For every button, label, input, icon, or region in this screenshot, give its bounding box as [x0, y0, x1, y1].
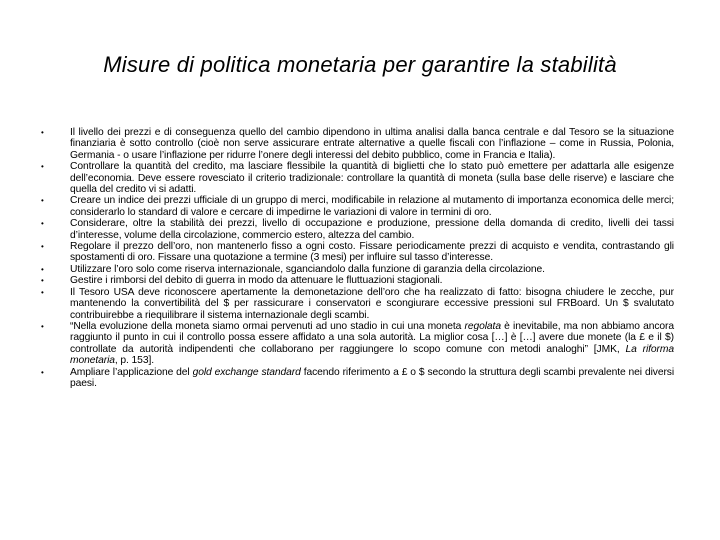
bullet-icon: • [41, 264, 44, 274]
item-text: “Nella evoluzione della moneta siamo ormai pervenuti ad uno stadio in cui una moneta regolata è inevitabile, ma non abbiamo ancora raggiunto il punto in cui il controllo possa essere affidato a una sola autorità. La miglior cosa […] è […] avere due monete (la £ e il $) controllate da autorità indipendenti che collaborano per raggiungere lo scopo comune con metodi analoghi” [JMK, La riforma monetaria, p. 153]. [70, 320, 674, 367]
list-item [40, 321, 674, 367]
list-item [40, 241, 674, 264]
slide-title: Misure di politica monetaria per garantire la stabilità [103, 52, 617, 77]
item-text: Gestire i rimborsi del debito di guerra in modo da attenuare le fluttuazioni stagionali. [70, 275, 443, 287]
bullet-icon: • [41, 242, 44, 252]
bullet-icon: • [41, 162, 44, 172]
list-item [40, 275, 674, 286]
italic-term: gold exchange standard [192, 366, 301, 378]
bullet-icon: • [41, 287, 44, 297]
bullet-icon: • [41, 128, 44, 137]
item-text: Il livello dei prezzi e di conseguenza quello del cambio dipendono in ultima analisi dalla banca centrale e dal Tesoro se la situazione finanziaria è sotto controllo (cioè non serve assicurare entrate alternative a quelle fiscali con l’inflazione – come in Russia, Polonia, Germania - o usare l’inflazione per ridurre l’onere degli interessi del debito pubblico, come in Francia e Italia). [70, 127, 674, 161]
italic-term: regolata [464, 320, 501, 332]
list-item [40, 195, 674, 218]
item-text: Il Tesoro USA deve riconoscere apertamente la demonetazione dell’oro che ha realizzato di fatto: bisogna chiudere le zecche, pur mantenendo la convertibilità del $ per rassicurare i conservatori e scongiurare eccessive pressioni sul FRBoard. Un $ svalutato contribuirebbe a riequilibrare il sistema internazionale degli scambi. [70, 286, 674, 321]
bullet-icon: • [41, 196, 44, 206]
list-item [40, 287, 674, 321]
bullet-icon: • [41, 367, 44, 377]
item-text: Regolare il prezzo dell’oro, non mantenerlo fisso a ogni costo. Fissare periodicamente prezzi di acquisto e vendita, contrastando gli spostamenti di oro. Fissare una quotazione a termine (3 mesi) per influire sul tasso d’interesse. [70, 241, 674, 264]
item-text: Creare un indice dei prezzi ufficiale di un gruppo di merci, modificabile in relazione al mutamento di importanza economica delle merci; considerarlo lo standard di valore e cercare di impedirne le variazioni di valore in termini di oro. [70, 195, 674, 218]
bullet-icon: • [41, 321, 44, 331]
item-text: Ampliare l’applicazione del gold exchange standard facendo riferimento a £ o $ secondo la struttura degli scambi prevalente nei diversi paesi. [70, 366, 675, 389]
item-text: Utilizzare l’oro solo come riserva internazionale, sganciandolo dalla funzione di garanzia della circolazione. [70, 263, 545, 275]
list-item [40, 218, 674, 241]
list-item [40, 161, 674, 195]
bullet-icon: • [41, 219, 44, 229]
list-item [40, 264, 674, 275]
bullet-list [40, 127, 674, 389]
item-text: Considerare, oltre la stabilità dei prezzi, livello di occupazione e produzione, pressione della domanda di credito, livelli dei tassi d’interesse, volume della circolazione, commercio estero, altezza del cambio. [70, 218, 674, 241]
bullet-icon: • [41, 276, 44, 286]
list-item [40, 367, 674, 390]
book-title: La riforma monetaria [70, 343, 674, 367]
list-item [40, 127, 674, 161]
item-text: Controllare la quantità del credito, ma lasciare flessibile la quantità di biglietti che lo stato può emettere per adattarla alle esigenze dell’economia. Deve essere rovesciato il criterio tradizionale: controllare la quantità di moneta (sulla base delle riserve) e lasciare che quella del credito vi si adatti. [70, 161, 674, 196]
